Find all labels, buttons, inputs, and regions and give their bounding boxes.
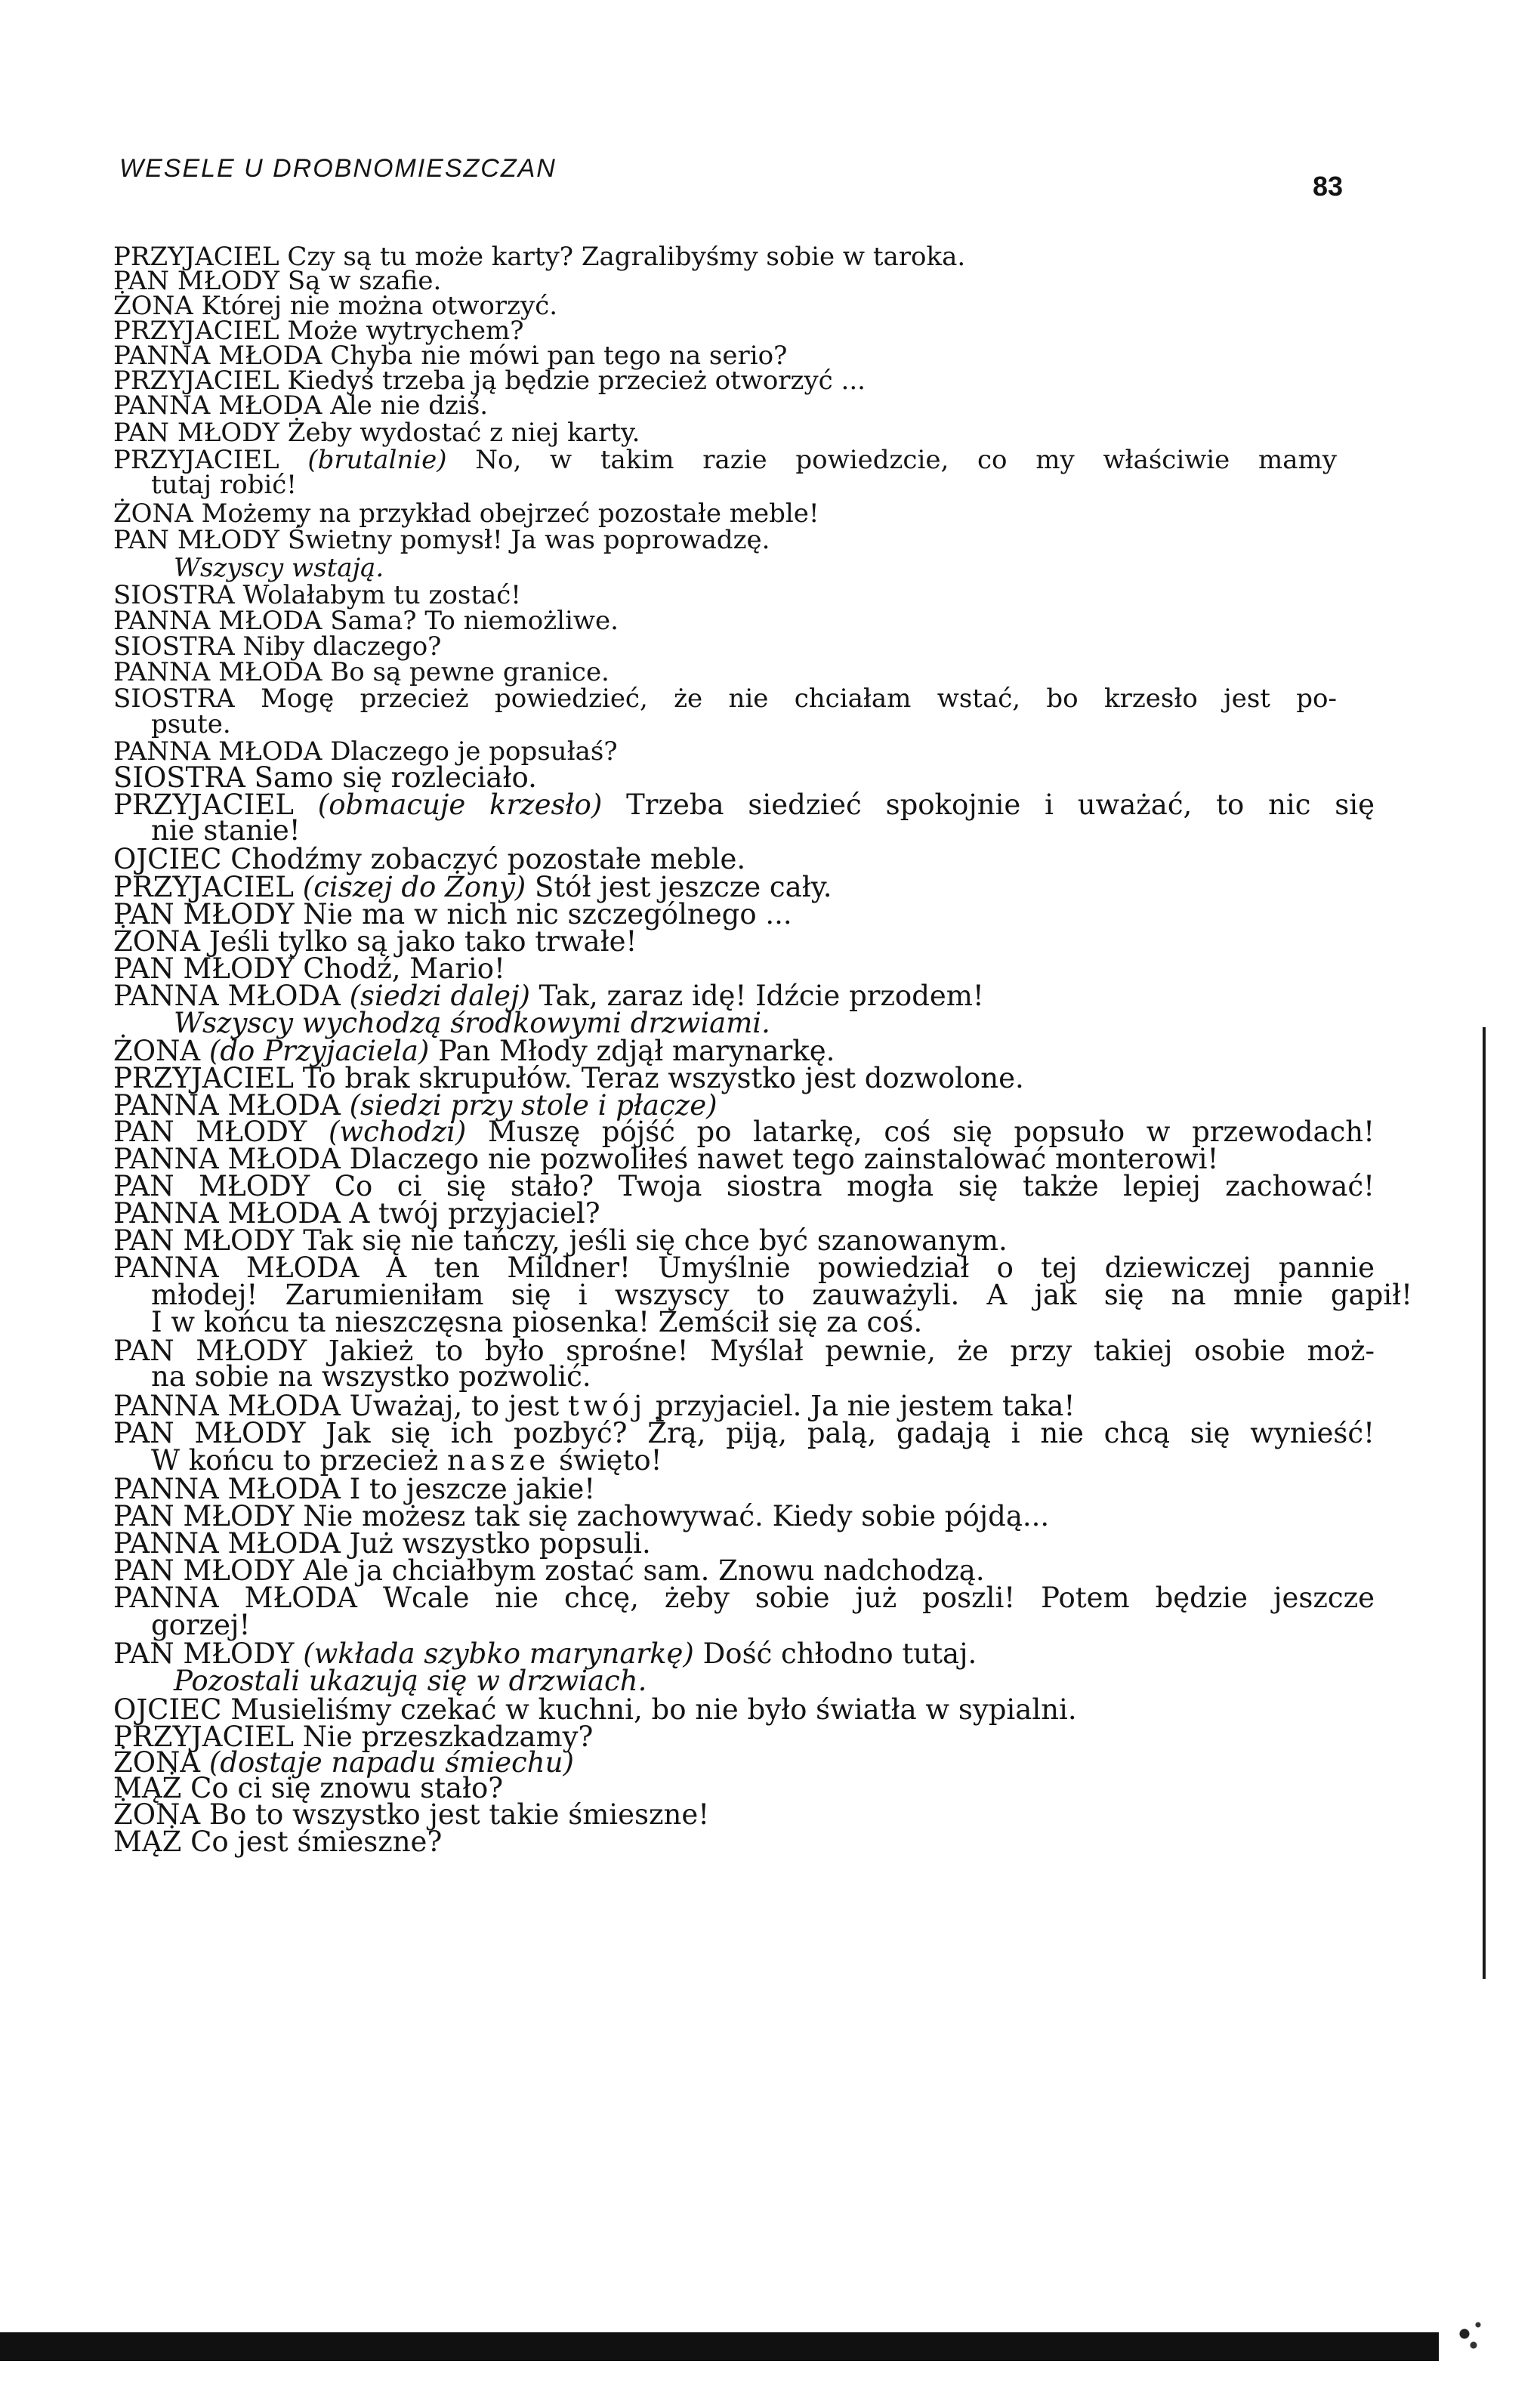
dialogue-line [113, 657, 610, 687]
speaker-name: ŻONA [113, 498, 193, 529]
speaker-name: PAN MŁODY [113, 1116, 307, 1148]
line-text: Jakież to było sprośne! Myślał pewnie, że przy takiej osobie moż- [328, 1335, 1375, 1367]
stage-direction: (siedzi przy stole i płacze) [349, 1089, 718, 1122]
scan-edge-line [1483, 1027, 1486, 1979]
line-text: Nie przeszkadzamy? [302, 1721, 594, 1753]
speaker-name: PANNA MŁODA [113, 1473, 341, 1505]
line-text: Tak się nie tańczy, jeśli się chce być szanowanym. [303, 1224, 1008, 1257]
speaker-name: PRZYJACIEL [113, 871, 294, 903]
speaker-name: PANNA MŁODA [113, 736, 323, 767]
line-text: Może wytrychem? [287, 316, 524, 346]
dialogue-line [151, 816, 301, 846]
speaker-name: SIOSTRA [113, 684, 235, 714]
stage-direction: (ciszej do Żony) [302, 871, 526, 903]
speaker-name: PAN MŁODY [113, 266, 280, 296]
speaker-name: ŻONA [113, 925, 201, 958]
line-text-continued: przyjaciel. Ja nie jestem taka! [656, 1390, 1076, 1422]
speaker-name: PANNA MŁODA [113, 657, 323, 687]
line-text: Dość chłodno tutaj. [702, 1637, 977, 1670]
scan-speck [1446, 2311, 1492, 2356]
stage-direction: (brutalnie) [307, 445, 447, 475]
line-text: młodej! Zarumieniłam się i wszyscy to zauważyli. A jak się na mnie gapił! [151, 1279, 1412, 1311]
speaker-name: OJCIEC [113, 1693, 222, 1726]
dialogue-line [113, 1827, 442, 1857]
line-text: Chyba nie mówi pan tego na serio? [330, 341, 788, 371]
line-text: Sama? To niemożliwe. [330, 606, 619, 636]
line-text: Wcale nie chcę, żeby sobie już poszli! Potem będzie jeszcze [382, 1582, 1375, 1614]
line-text: Mogę przecież powiedzieć, że nie chciałam wstać, bo krzesło jest po- [261, 684, 1337, 714]
line-text: Uważaj, to jest [349, 1390, 560, 1422]
speaker-name: PANNA MŁODA [113, 1089, 341, 1122]
dialogue-line [113, 418, 640, 448]
speaker-name: PANNA MŁODA [113, 1527, 341, 1560]
speaker-name: ŻONA [113, 1035, 201, 1067]
stage-direction: (wkłada szybko marynarkę) [303, 1637, 694, 1670]
line-text: Kiedyś trzeba ją będzie przecież otworzyć ... [287, 366, 866, 396]
line-text: Dlaczego je popsułaś? [330, 736, 618, 767]
stage-direction: (dostaje napadu śmiechu) [208, 1746, 574, 1779]
line-text: Pan Młody zdjął marynarkę. [438, 1035, 835, 1067]
speaker-name: ŻONA [113, 1798, 201, 1831]
dialogue-line [113, 390, 488, 421]
stage-direction: (wchodzi) [328, 1116, 467, 1148]
speaker-name: ŻONA [113, 1746, 201, 1779]
line-text: Są w szafie. [287, 266, 442, 296]
line-text: Muszę pójść po latarkę, coś się popsuło w przewodach! [488, 1116, 1375, 1148]
line-text: Jak się ich pozbyć? Żrą, piją, palą, gadają i nie chcą się wynieść! [326, 1417, 1375, 1449]
speaker-name: OJCIEC [113, 843, 222, 875]
dialogue-line [113, 445, 1337, 475]
speaker-name: PRZYJACIEL [113, 316, 279, 346]
line-text: W końcu to przecież [151, 1444, 439, 1477]
line-text: Chodźmy zobaczyć pozostałe meble. [230, 843, 746, 875]
stage-direction-line: Wszyscy wstają. [174, 553, 384, 583]
emphasized-word: nasze [447, 1444, 551, 1477]
line-text: Ale ja chciałbym zostać sam. Znowu nadchodzą. [303, 1554, 985, 1587]
speaker-name: PRZYJACIEL [113, 445, 279, 475]
line-text: Dlaczego nie pozwoliłeś nawet tego zainstalować monterowi! [349, 1143, 1219, 1175]
speaker-name: PAN MŁODY [113, 898, 295, 931]
line-text: Nie ma w nich nic szczególnego ... [303, 898, 792, 931]
line-text: psute. [151, 709, 231, 739]
line-text: Której nie można otworzyć. [201, 291, 558, 321]
line-text: Co jest śmieszne? [190, 1826, 443, 1858]
speaker-name: PAN MŁODY [113, 1500, 295, 1532]
dialogue-line [113, 844, 745, 875]
line-text: A twój przyjaciel? [349, 1197, 600, 1230]
dialogue-line [113, 1583, 1375, 1613]
line-text: Już wszystko popsuli. [349, 1527, 651, 1560]
speaker-name: SIOSTRA [113, 631, 235, 662]
line-text: Możemy na przykład obejrzeć pozostałe meble! [201, 498, 819, 529]
speaker-name: PRZYJACIEL [113, 1062, 294, 1094]
line-text: tutaj robić! [151, 470, 297, 500]
line-text: A ten Mildner! Umyślnie powiedział o tej dziewiczej pannie [386, 1252, 1375, 1284]
line-text: Chodź, Mario! [303, 952, 505, 985]
dialogue-line [113, 790, 1375, 820]
speaker-name: PRZYJACIEL [113, 242, 279, 272]
speaker-name: PAN MŁODY [113, 1637, 295, 1670]
dialogue-line [174, 1666, 647, 1696]
dialogue-line [151, 1446, 662, 1476]
line-text: Nie możesz tak się zachowywać. Kiedy sobie pójdą... [303, 1500, 1050, 1532]
line-text: Żeby wydostać z niej karty. [287, 418, 640, 448]
dialogue-line [151, 709, 231, 739]
speaker-name: PANNA MŁODA [113, 1197, 341, 1230]
speaker-name: PAN MŁODY [113, 1335, 307, 1367]
dialogue-line [113, 684, 1337, 714]
line-text: Tak, zaraz idę! Idźcie przodem! [539, 980, 984, 1012]
stage-direction: (obmacuje krzesło) [317, 789, 603, 821]
speaker-name: PANNA MŁODA [113, 341, 323, 371]
speaker-name: SIOSTRA [113, 580, 235, 610]
line-text: Samo się rozleciało. [254, 761, 537, 794]
line-text: na sobie na wszystko pozwolić. [151, 1360, 591, 1393]
speaker-name: PANNA MŁODA [113, 1143, 341, 1175]
stage-direction-line: Wszyscy wychodzą środkowymi drzwiami. [174, 1007, 770, 1039]
page-header [119, 154, 1343, 202]
line-text: Niby dlaczego? [242, 631, 442, 662]
page-number: 83 [1312, 171, 1343, 202]
speaker-name: PANNA MŁODA [113, 1252, 360, 1284]
speaker-name: PANNA MŁODA [113, 606, 323, 636]
speaker-name: PANNA MŁODA [113, 980, 341, 1012]
stage-direction: (siedzi dalej) [349, 980, 530, 1012]
line-text: Bo są pewne granice. [330, 657, 610, 687]
speaker-name: PAN MŁODY [113, 952, 295, 985]
dialogue-line [151, 1610, 250, 1640]
line-text: Wolałabym tu zostać! [242, 580, 521, 610]
stage-direction-line: Pozostali ukazują się w drzwiach. [174, 1665, 647, 1697]
speaker-name: PRZYJACIEL [113, 789, 294, 821]
line-text: Czy są tu może karty? Zagralibyśmy sobie w taroka. [287, 242, 966, 272]
line-text: Trzeba siedzieć spokojnie i uważać, to nic się [626, 789, 1375, 821]
speaker-name: PAN MŁODY [113, 1170, 310, 1202]
dialogue-line [113, 525, 770, 555]
line-text: I to jeszcze jakie! [349, 1473, 596, 1505]
speaker-name: SIOSTRA [113, 761, 245, 794]
line-text: Co ci się stało? Twoja siostra mogła się także lepiej zachować! [334, 1170, 1375, 1202]
speaker-name: PAN MŁODY [113, 525, 280, 555]
running-title: WESELE U DROBNOMIESZCZAN [119, 154, 557, 183]
speaker-name: PANNA MŁODA [113, 1582, 357, 1614]
line-text: Co ci się znowu stało? [190, 1772, 504, 1804]
line-text: Jeśli tylko są jako tako trwałe! [208, 925, 637, 958]
scan-bottom-edge [0, 2332, 1439, 2361]
dialogue-line [151, 1307, 922, 1338]
line-text: Bo to wszystko jest takie śmieszne! [208, 1798, 710, 1831]
dialogue-line [174, 553, 384, 583]
speaker-name: PAN MŁODY [113, 1417, 306, 1449]
speaker-name: PRZYJACIEL [113, 366, 279, 396]
speaker-name: PAN MŁODY [113, 1224, 295, 1257]
emphasized-word: twój [567, 1390, 647, 1422]
line-text: gorzej! [151, 1609, 251, 1641]
line-text: To brak skrupułów. Teraz wszystko jest dozwolone. [302, 1062, 1024, 1094]
speaker-name: MĄŻ [113, 1772, 182, 1804]
dialogue-line [174, 1008, 770, 1039]
dialogue-line [113, 498, 819, 529]
line-text: I w końcu ta nieszczęsna piosenka! Zemścił się za coś. [151, 1306, 923, 1338]
speaker-name: PANNA MŁODA [113, 390, 323, 421]
line-text: Ale nie dziś. [330, 390, 489, 421]
speaker-name: PRZYJACIEL [113, 1721, 294, 1753]
line-text-continued: święto! [559, 1444, 662, 1477]
stage-direction: (do Przyjaciela) [208, 1035, 430, 1067]
line-text: No, w takim razie powiedzcie, co my właściwie mamy [475, 445, 1338, 475]
dialogue-line [151, 1362, 591, 1392]
speaker-name: MĄŻ [113, 1826, 182, 1858]
dialogue-line [151, 470, 297, 500]
line-text: Świetny pomysł! Ja was poprowadzę. [287, 525, 770, 555]
line-text: nie stanie! [151, 814, 301, 847]
speaker-name: ŻONA [113, 291, 193, 321]
speaker-name: PAN MŁODY [113, 418, 280, 448]
line-text: Musieliśmy czekać w kuchni, bo nie było światła w sypialni. [230, 1693, 1077, 1726]
speaker-name: PANNA MŁODA [113, 1390, 341, 1422]
speaker-name: PAN MŁODY [113, 1554, 295, 1587]
line-text: Stół jest jeszcze cały. [534, 871, 832, 903]
